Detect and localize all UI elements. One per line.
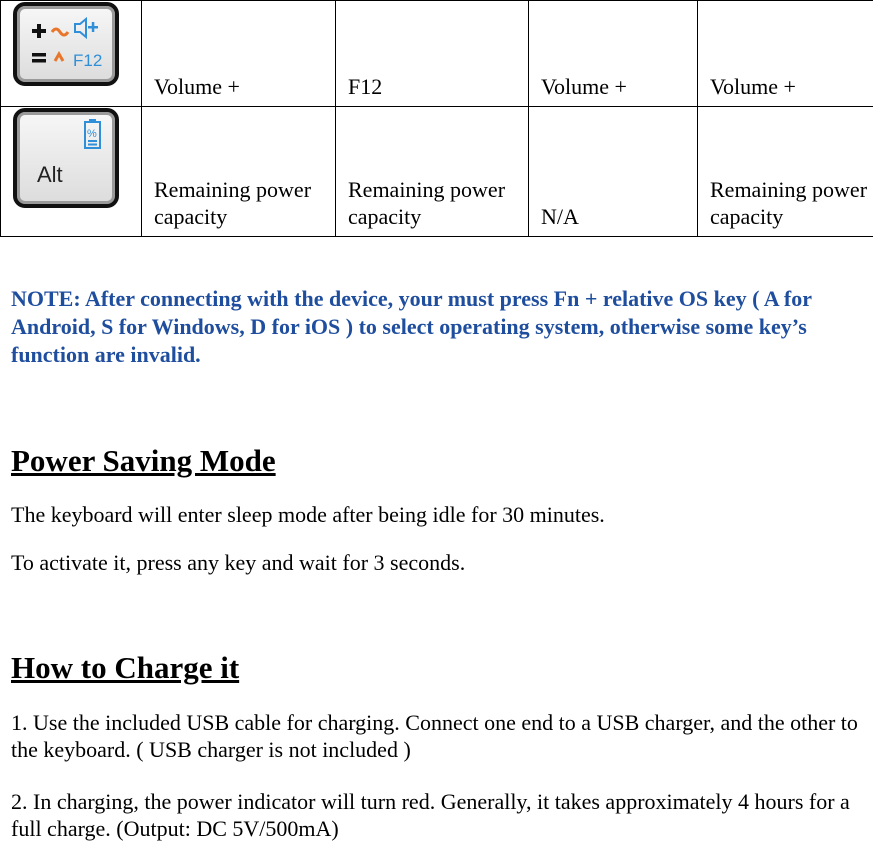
charging-step: 2. In charging, the power indicator will turn red. Generally, it takes approximately 4 hours for a full charge. (Output: DC 5V/500mA): [11, 789, 850, 841]
table-cell: Remaining power capacity: [698, 107, 873, 237]
table-cell: Volume +: [698, 1, 873, 107]
key-icon-cell: [1, 1, 142, 107]
charging-step: 1. Use the included USB cable for charging. Connect one end to a USB charger, and the other to the keyboard. ( USB charger is not included ): [11, 710, 858, 762]
volume-f12-key-icon: [13, 2, 119, 86]
f12-label: F12: [73, 51, 103, 70]
os-selection-note: NOTE: After connecting with the device, your must press Fn + relative OS key ( A for Android, S for Windows, D for iOS ) to select operating system, otherwise some key’s function are invalid.: [11, 286, 812, 367]
key-icon-cell: [1, 107, 142, 237]
table-cell: N/A: [529, 107, 698, 237]
table-cell: Remaining power capacity: [142, 107, 336, 237]
table-row: [1, 1, 873, 107]
table-cell: Volume +: [142, 1, 336, 107]
alt-battery-key-icon: [13, 108, 119, 208]
power-saving-line: The keyboard will enter sleep mode after being idle for 30 minutes.: [11, 502, 605, 527]
table-row: [1, 107, 873, 237]
charging-heading: How to Charge it: [11, 650, 240, 685]
function-key-table: [0, 0, 873, 237]
power-saving-heading: Power Saving Mode: [11, 443, 276, 478]
table-cell: Volume +: [529, 1, 698, 107]
table-cell: Remaining power capacity: [336, 107, 529, 237]
alt-label: Alt: [37, 162, 63, 187]
power-saving-line: To activate it, press any key and wait for 3 seconds.: [11, 550, 466, 575]
table-cell: F12: [336, 1, 529, 107]
battery-percent-badge: %: [87, 128, 97, 140]
